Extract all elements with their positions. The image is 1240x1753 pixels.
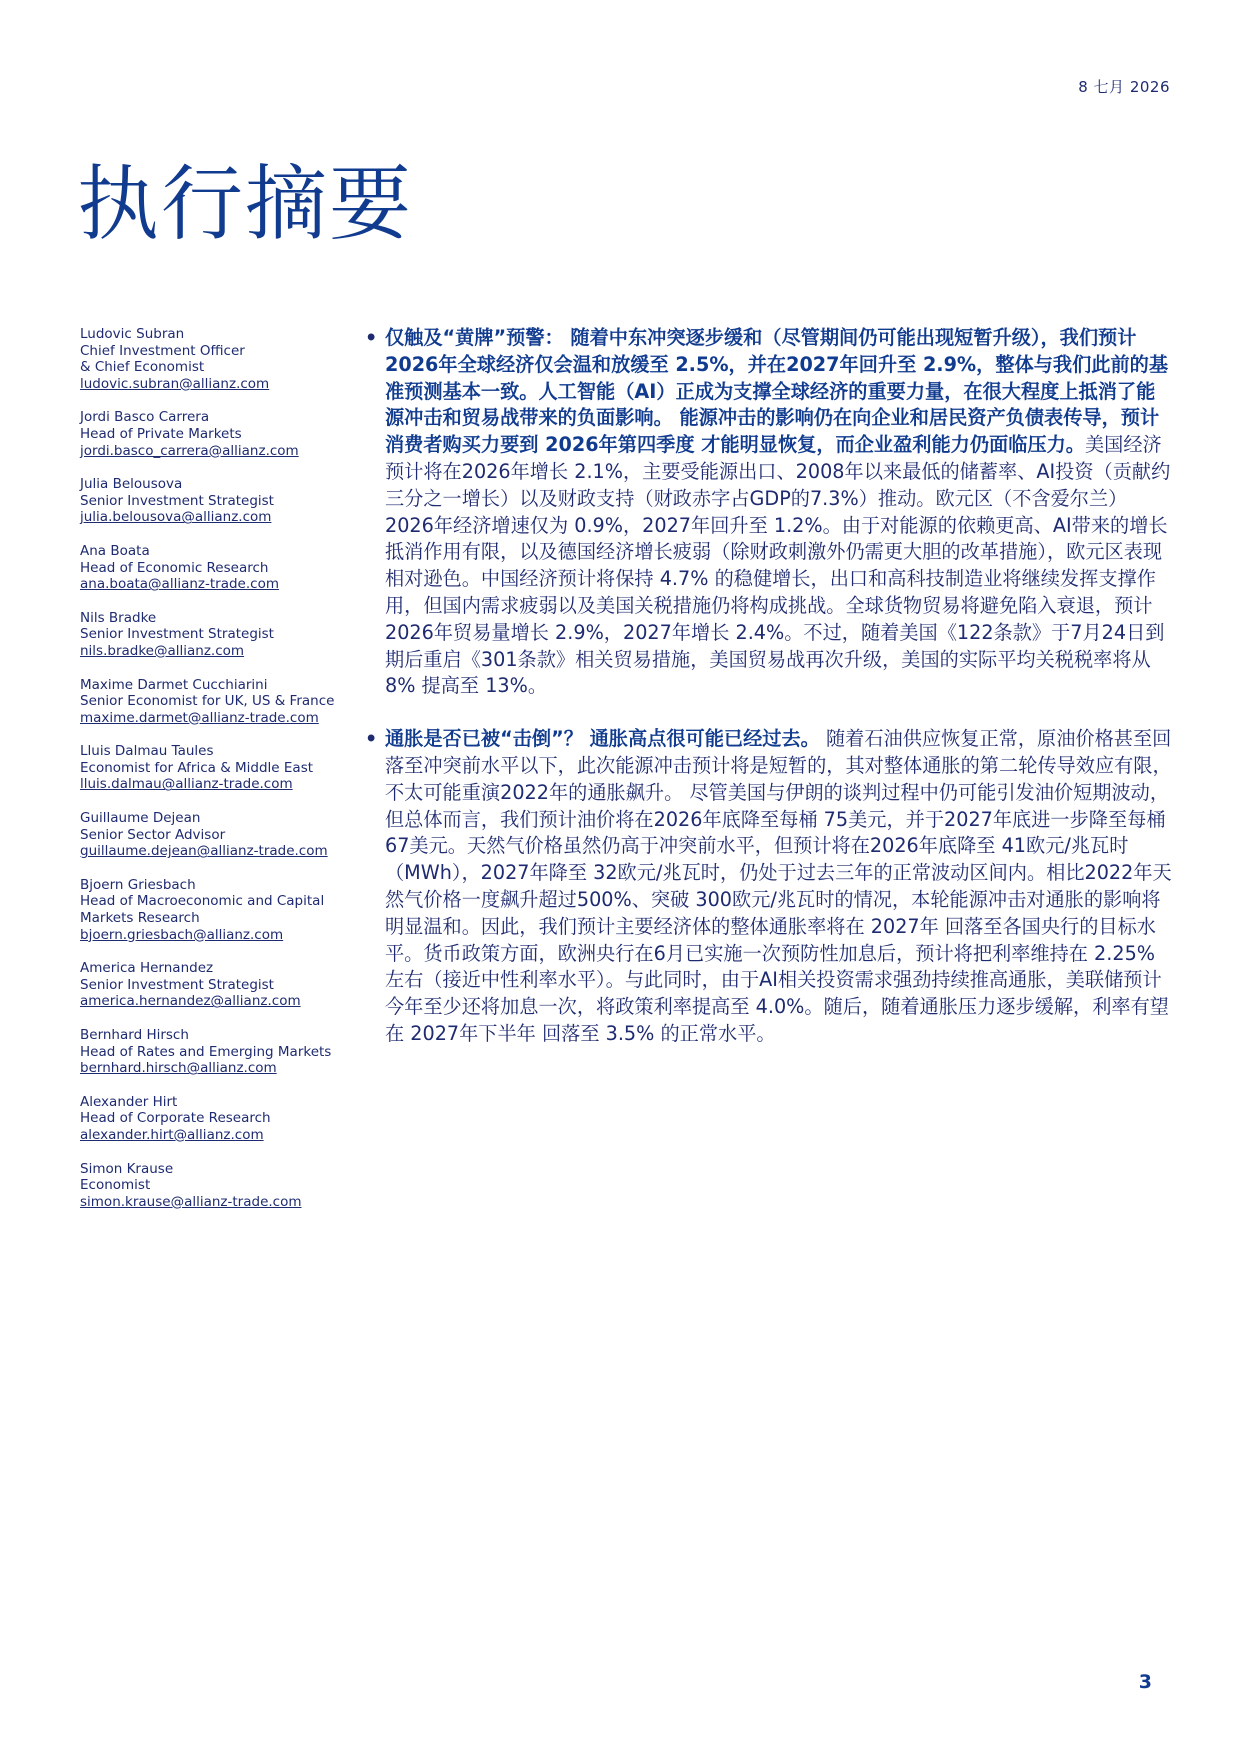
author-email-link[interactable]: jordi.basco_carrera@allianz.com [80, 442, 299, 459]
author-name: Lluis Dalmau Taules [80, 743, 214, 760]
author-role: Senior Sector Advisor [80, 826, 226, 843]
page-title: 执行摘要 [77, 157, 414, 252]
author-entry [80, 326, 350, 392]
author-name: Jordi Basco Carrera [80, 409, 210, 426]
author-name: Guillaume Dejean [80, 810, 201, 827]
author-entry [80, 409, 350, 459]
author-entry [80, 1094, 350, 1144]
author-role: Senior Investment Strategist [80, 976, 274, 993]
author-email-link[interactable]: alexander.hirt@allianz.com [80, 1126, 264, 1143]
author-role: & Chief Economist [80, 359, 205, 376]
summary-bullet [365, 726, 1173, 1048]
author-entry [80, 677, 350, 727]
author-role: Senior Economist for UK, US & France [80, 693, 335, 710]
author-email-link[interactable]: lluis.dalmau@allianz-trade.com [80, 776, 293, 793]
author-role: Chief Investment Officer [80, 342, 245, 359]
page-number: 3 [1138, 1671, 1152, 1693]
bullet-bold-lead: 仅触及“黄牌”预警： 随着中东冲突逐步缓和（尽管期间仍可能出现短暂升级），我们预计2026年全球经济仅会温和放缓至 2.5%，并在2027年回升至 2.9%，整体与我们此前的基准预测基本一致。人工智能（AI）正成为支撑全球经济的重要力量，在很大程度上抵消了能源冲击和贸易战带来的负面影响。 能源冲击的影响仍在向企业和居民资产负债表传导，预计消费者购买力要到 2026年第四季度 才能明显恢复，而企业盈利能力仍面临压力。 [385, 326, 1169, 457]
author-role: Senior Investment Strategist [80, 492, 274, 509]
author-entry [80, 960, 350, 1010]
author-entry [80, 877, 350, 943]
bullet-bold-lead: 通胀是否已被“击倒”？ 通胀高点很可能已经过去。 [385, 727, 820, 751]
author-email-link[interactable]: nils.bradke@allianz.com [80, 642, 245, 659]
author-role: Head of Corporate Research [80, 1110, 271, 1127]
author-role: Head of Private Markets [80, 425, 242, 442]
author-role: Economist [80, 1177, 151, 1194]
author-email-link[interactable]: maxime.darmet@allianz-trade.com [80, 709, 319, 726]
author-role: Economist for Africa & Middle East [80, 759, 314, 776]
bullet-dot-icon: • [365, 727, 378, 751]
summary-body [365, 325, 1173, 1074]
author-role: Head of Economic Research [80, 559, 269, 576]
author-name: Alexander Hirt [80, 1093, 178, 1110]
author-name: Nils Bradke [80, 609, 157, 626]
summary-bullet [365, 325, 1173, 700]
author-name: Ludovic Subran [80, 326, 185, 342]
author-email-link[interactable]: ludovic.subran@allianz.com [80, 375, 270, 392]
author-entry [80, 476, 350, 526]
author-entry [80, 1161, 350, 1211]
author-email-link[interactable]: guillaume.dejean@allianz-trade.com [80, 843, 328, 860]
author-role: Senior Investment Strategist [80, 626, 274, 643]
bullet-text: 随着石油供应恢复正常，原油价格甚至回落至冲突前水平以下，此次能源冲击预计将是短暂的，其对整体通胀的第二轮传导效应有限，不太可能重演2022年的通胀飙升。 尽管美国与伊朗的谈判过程中仍可能引发油价短期波动，但总体而言，我们预计油价将在2026年底降至每桶 75美元，并于2027年底进一步降至每桶 67美元。天然气价格虽然仍高于冲突前水平，但预计将在2026年底降至 41欧元/兆瓦时（MWh），2027年降至 32欧元/兆瓦时，仍处于过去三年的正常波动区间内。相比2022年天然气价格一度飙升超过500%、突破 300欧元/兆瓦时的情况，本轮能源冲击对通胀的影响将明显温和。因此，我们预计主要经济体的整体通胀率将在 2027年 回落至各国央行的目标水平。货币政策方面，欧洲央行在6月已实施一次预防性加息后，预计将把利率维持在 2.25% 左右（接近中性利率水平）。与此同时，由于AI相关投资需求强劲持续推高通胀，美联储预计今年至少还将加息一次，将政策利率提高至 4.0%。随后，随着通胀压力逐步缓解，利率有望在 2027年下半年 回落至 3.5% 的正常水平。 [385, 727, 1172, 1045]
author-role: Markets Research [80, 910, 200, 927]
bullet-dot-icon: • [365, 326, 378, 349]
author-name: America Hernandez [80, 960, 214, 977]
author-email-link[interactable]: ana.boata@allianz-trade.com [80, 576, 279, 593]
author-role: Head of Macroeconomic and Capital [80, 893, 325, 910]
author-entry [80, 743, 350, 793]
author-name: Julia Belousova [80, 476, 183, 493]
author-name: Ana Boata [80, 542, 150, 559]
author-email-link[interactable]: simon.krause@allianz-trade.com [80, 1193, 302, 1210]
author-role: Head of Rates and Emerging Markets [80, 1043, 332, 1060]
author-entry [80, 543, 350, 593]
author-name: Simon Krause [80, 1160, 174, 1177]
author-name: Maxime Darmet Cucchiarini [80, 676, 268, 693]
author-email-link[interactable]: america.hernandez@allianz.com [80, 993, 301, 1010]
author-entry [80, 1027, 350, 1077]
author-email-link[interactable]: bjoern.griesbach@allianz.com [80, 926, 284, 943]
author-name: Bjoern Griesbach [80, 876, 196, 893]
author-email-link[interactable]: bernhard.hirsch@allianz.com [80, 1060, 277, 1077]
author-name: Bernhard Hirsch [80, 1027, 189, 1043]
author-list [80, 326, 350, 1227]
author-entry [80, 610, 350, 660]
author-email-link[interactable]: julia.belousova@allianz.com [80, 509, 272, 526]
author-entry [80, 810, 350, 860]
report-date: 8 七月 2026 [1078, 78, 1170, 96]
bullet-text: 美国经济预计将在2026年增长 2.1%，主要受能源出口、2008年以来最低的储蓄率、AI投资（贡献约三分之一增长）以及财政支持（财政赤字占GDP的7.3%）推动。欧元区（不含爱尔兰）2026年经济增速仅为 0.9%，2027年回升至 1.2%。由于对能源的依赖更高、AI带来的增长抵消作用有限，以及德国经济增长疲弱（除财政刺激外仍需更大胆的改革措施），欧元区表现相对逊色。中国经济预计将保持 4.7% 的稳健增长，出口和高科技制造业将继续发挥支撑作用，但国内需求疲弱以及美国关税措施仍将构成挑战。全球货物贸易将避免陷入衰退，预计2026年贸易量增长 2.9%，2027年增长 2.4%。不过，随着美国《122条款》于7月24日到期后重启《301条款》相关贸易措施，美国贸易战再次升级，美国的实际平均关税税率将从 8% 提高至 13%。 [385, 433, 1171, 698]
